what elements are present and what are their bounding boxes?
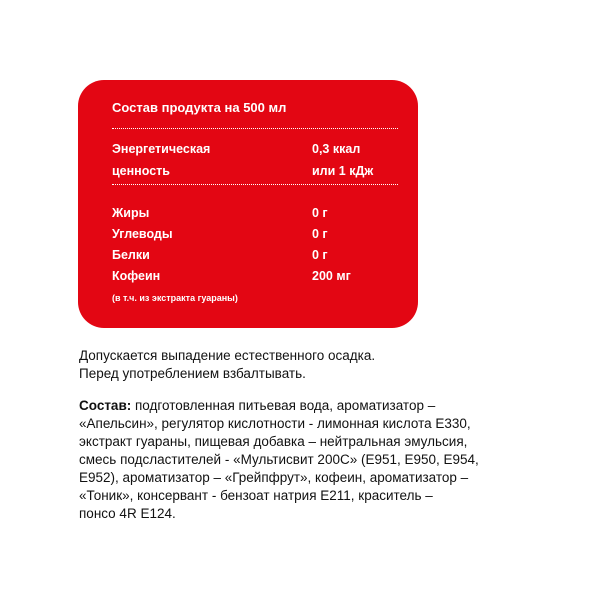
composition-line: Е952), ароматизатор – «Грейпфрут», кофеин, ароматизатор – bbox=[79, 470, 469, 485]
energy-label-line1: Энергетическая bbox=[112, 142, 211, 156]
storage-line: Допускается выпадение естественного осадка. bbox=[79, 348, 376, 363]
nutrient-value: 0 г bbox=[312, 227, 328, 241]
energy-value-line1: 0,3 ккал bbox=[312, 142, 361, 156]
nutrient-value: 200 мг bbox=[312, 269, 351, 283]
title-divider bbox=[112, 128, 398, 129]
energy-label-line2: ценность bbox=[112, 164, 170, 178]
composition-line: экстракт гуараны, пищевая добавка – нейтральная эмульсия, bbox=[79, 434, 468, 449]
nutrient-label: Белки bbox=[112, 248, 150, 262]
composition-line: «Апельсин», регулятор кислотности - лимонная кислота Е330, bbox=[79, 416, 471, 431]
nutrition-panel bbox=[78, 80, 418, 328]
nutrient-value: 0 г bbox=[312, 206, 328, 220]
energy-divider bbox=[112, 184, 398, 185]
energy-value-line2: или 1 кДж bbox=[312, 164, 374, 178]
composition-heading: Состав: bbox=[79, 398, 132, 413]
nutrition-title: Состав продукта на 500 мл bbox=[112, 100, 287, 115]
nutrient-label: Кофеин bbox=[112, 269, 161, 283]
composition-line: «Тоник», консервант - бензоат натрия Е211, краситель – bbox=[79, 488, 433, 503]
composition-text bbox=[79, 397, 549, 523]
composition-line bbox=[79, 397, 549, 415]
storage-line: Перед употреблением взбалтывать. bbox=[79, 366, 306, 381]
composition-line: смесь подсластителей - «Мультисвит 200С» (Е951, Е950, Е954, bbox=[79, 452, 479, 467]
storage-note bbox=[79, 347, 559, 383]
nutrient-value: 0 г bbox=[312, 248, 328, 262]
nutrient-label: Жиры bbox=[112, 206, 150, 220]
caffeine-note: (в т.ч. из экстракта гуараны) bbox=[112, 293, 238, 303]
composition-line-text: подготовленная питьевая вода, ароматизатор – bbox=[131, 398, 436, 413]
composition-line: понсо 4R Е124. bbox=[79, 506, 176, 521]
nutrient-label: Углеводы bbox=[112, 227, 173, 241]
